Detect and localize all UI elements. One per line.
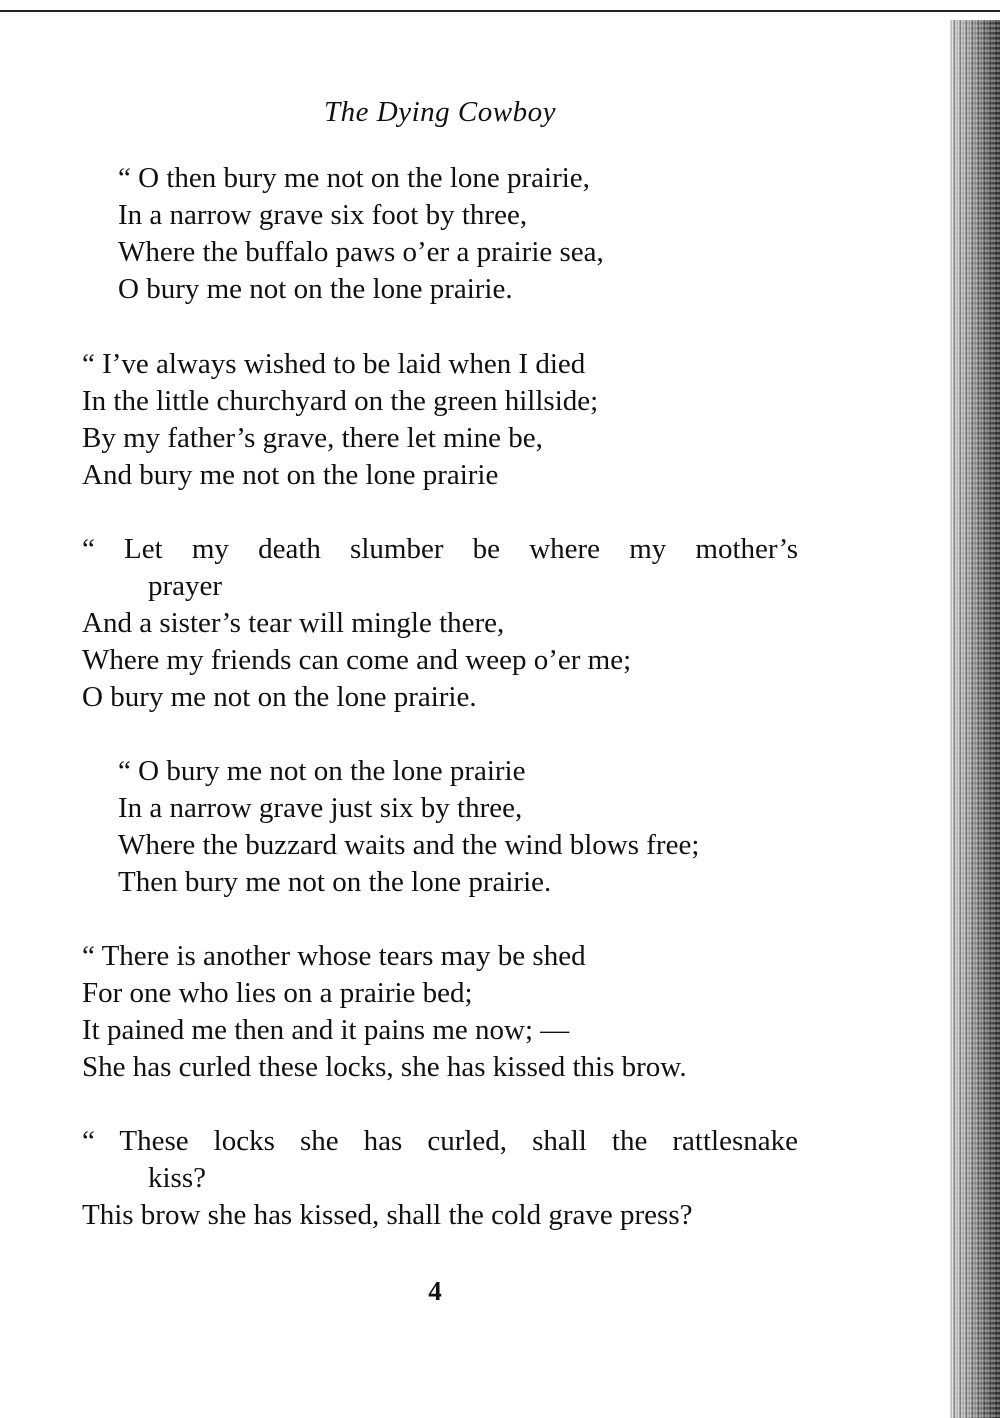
poem-line: Where the buffalo paws o’er a prairie sea, (118, 236, 604, 268)
stanza-1 (82, 160, 798, 308)
poem-line: Then bury me not on the lone prairie. (118, 866, 552, 898)
poem-line: Where my friends can come and weep o’er me; (82, 644, 632, 676)
poem-line: This brow she has kissed, shall the cold grave press? (82, 1199, 693, 1231)
stanza-2 (82, 346, 798, 494)
poem-line: “ I’ve always wished to be laid when I died (82, 348, 586, 380)
poem-line: And bury me not on the lone prairie (82, 459, 499, 491)
stanza-6 (82, 1123, 798, 1234)
poem-line-continuation: kiss? (148, 1162, 206, 1194)
poem-line: By my father’s grave, there let mine be, (82, 422, 543, 454)
poem-line: For one who lies on a prairie bed; (82, 977, 473, 1009)
poem-line: “ These locks she has curled, shall the rattlesnake (82, 1125, 798, 1157)
poem-line: And a sister’s tear will mingle there, (82, 607, 505, 639)
poem-line: She has curled these locks, she has kissed this brow. (82, 1051, 687, 1083)
poem-line: “ O then bury me not on the lone prairie, (118, 162, 590, 194)
top-rule (0, 10, 1000, 12)
stanza-3 (82, 531, 798, 716)
poem-line: “ O bury me not on the lone prairie (118, 755, 526, 787)
poem-line: O bury me not on the lone prairie. (118, 273, 513, 305)
poem-body (82, 160, 798, 1271)
poem-line: “ Let my death slumber be where my mother’s (82, 533, 798, 565)
page-edge-shadow (950, 20, 1000, 1418)
poem-line: Where the buzzard waits and the wind blows free; (118, 829, 700, 861)
stanza-5 (82, 938, 798, 1086)
page-title: The Dying Cowboy (324, 96, 556, 128)
poem-line: It pained me then and it pains me now; — (82, 1014, 570, 1046)
page-number: 4 (428, 1276, 442, 1306)
poem-line: In the little churchyard on the green hillside; (82, 385, 599, 417)
poem-line-continuation: prayer (148, 570, 223, 602)
poem-line: O bury me not on the lone prairie. (82, 681, 477, 713)
poem-line: “ There is another whose tears may be shed (82, 940, 586, 972)
stanza-4 (82, 753, 798, 901)
poem-line: In a narrow grave six foot by three, (118, 199, 528, 231)
poem-line: In a narrow grave just six by three, (118, 792, 523, 824)
